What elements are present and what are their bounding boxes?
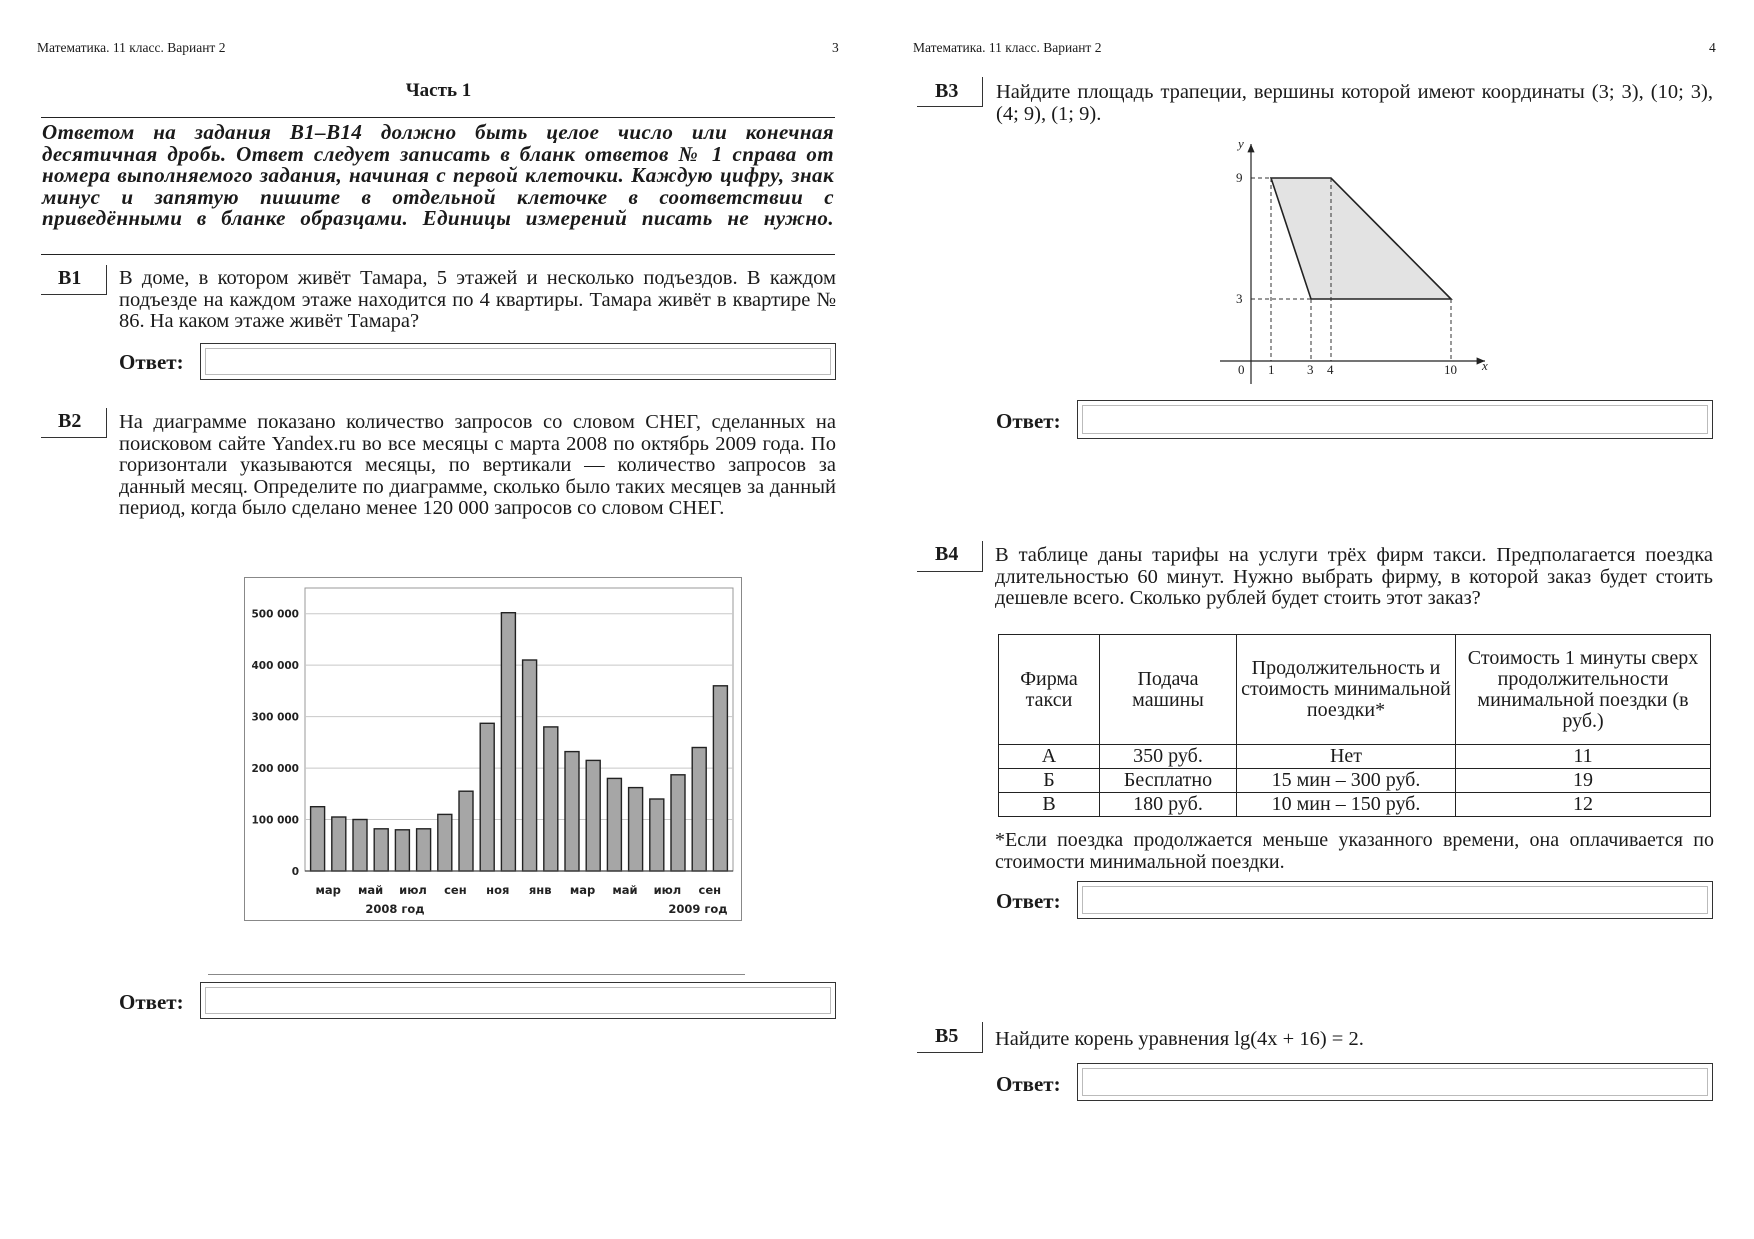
- answer-label-b3: Ответ:: [996, 409, 1061, 433]
- x-tick-label: 1: [1268, 362, 1275, 377]
- x-tick-label: сен: [444, 883, 467, 897]
- task-text-b4: В таблице даны тарифы на услуги трёх фирм такси. Предполагается поездка длительностью 60 минут. Нужно выбрать фирму, в которой заказ будет стоить дешевле всего. Сколько рублей будет стоить этот заказ?: [995, 544, 1713, 609]
- instructions-top-rule: [41, 117, 835, 118]
- task-label-underline: [41, 437, 107, 438]
- task-label-b5: B5: [935, 1025, 959, 1047]
- table-header-cell: Стоимость 1 минуты сверх продолжительности минимальной поездки (в руб.): [1456, 635, 1711, 745]
- answer-label-b1: Ответ:: [119, 350, 184, 374]
- y-tick-label: 3: [1236, 291, 1243, 306]
- y-tick-label: 0: [291, 866, 299, 878]
- answer-label-b5: Ответ:: [996, 1072, 1061, 1096]
- bar: [629, 788, 643, 871]
- task-text-b3: Найдите площадь трапеции, вершины которой имеют координаты (3; 3), (10; 3), (4; 9), (1; 9).: [996, 81, 1713, 125]
- part-title: Часть 1: [405, 80, 472, 101]
- bar: [459, 791, 473, 871]
- bar: [480, 723, 494, 871]
- plot-area: [305, 588, 733, 871]
- table-row: [999, 769, 1711, 793]
- origin-label: 0: [1238, 362, 1245, 377]
- answer-label-b4: Ответ:: [996, 889, 1061, 913]
- table-cell: 10 мин – 150 руб.: [1237, 793, 1456, 817]
- taxi-tariffs-table: [998, 634, 1711, 817]
- table-header-row: [999, 635, 1711, 745]
- table-cell: 350 руб.: [1100, 745, 1237, 769]
- bar: [353, 820, 367, 872]
- x-tick-label: май: [357, 883, 384, 897]
- table-cell: В: [999, 793, 1100, 817]
- bar: [692, 748, 706, 872]
- bar: [332, 817, 346, 871]
- instructions-bottom-rule: [41, 254, 835, 255]
- task-label-divider: [106, 408, 107, 437]
- table-cell: 12: [1456, 793, 1711, 817]
- bar: [607, 778, 621, 871]
- x-tick-label: 10: [1444, 362, 1457, 377]
- x-tick-label: 4: [1327, 362, 1334, 377]
- bar: [650, 799, 664, 871]
- bar: [395, 830, 409, 871]
- task-label-b3: B3: [935, 80, 959, 102]
- bar: [671, 775, 685, 871]
- task-text-b5: Найдите корень уравнения lg(4x + 16) = 2.: [995, 1028, 1364, 1050]
- task-label-underline: [41, 294, 107, 295]
- x-axis-label: x: [1482, 358, 1488, 373]
- bar: [713, 686, 727, 871]
- running-head: Математика. 11 класс. Вариант 2: [37, 40, 226, 55]
- y-tick-label: 500 000: [251, 608, 299, 621]
- bar: [586, 760, 600, 871]
- x-tick-label: май: [612, 883, 638, 897]
- y-tick-label: 100 000: [251, 814, 299, 827]
- y-tick-label: 300 000: [251, 711, 299, 724]
- task-label-divider: [982, 77, 983, 106]
- year-label: 2008 год: [365, 902, 425, 916]
- bar: [438, 814, 452, 871]
- table-cell: 180 руб.: [1100, 793, 1237, 817]
- table-cell: 11: [1456, 745, 1711, 769]
- bar-chart: [244, 577, 742, 921]
- trapezoid-shape: [1271, 178, 1451, 299]
- y-tick-label: 200 000: [251, 763, 299, 776]
- x-tick-label: ноя: [486, 883, 510, 897]
- table-cell: 19: [1456, 769, 1711, 793]
- answer-box-b2[interactable]: [200, 982, 836, 1019]
- table-cell: А: [999, 745, 1100, 769]
- page-number: 3: [832, 40, 839, 55]
- table-header-cell: Фирма такси: [999, 635, 1100, 745]
- x-tick-label: июл: [653, 883, 682, 897]
- table-cell: Б: [999, 769, 1100, 793]
- y-tick-label: 400 000: [251, 660, 299, 673]
- x-tick-label: янв: [528, 883, 552, 897]
- x-tick-label: июл: [399, 883, 427, 897]
- y-tick-label: 9: [1236, 170, 1243, 185]
- task-label-b1: B1: [58, 267, 82, 289]
- table-row: [999, 745, 1711, 769]
- bar: [417, 829, 431, 871]
- task-label-b4: B4: [935, 543, 959, 565]
- task-label-divider: [106, 265, 107, 294]
- bar-chart-svg: [245, 578, 740, 919]
- task-label-b2: B2: [58, 410, 82, 432]
- bar: [565, 752, 579, 871]
- year-label: 2009 год: [668, 902, 728, 916]
- x-tick-label: 3: [1307, 362, 1314, 377]
- bar: [374, 829, 388, 871]
- answer-box-b1[interactable]: [200, 343, 836, 380]
- task-text-b2: На диаграмме показано количество запросов со словом СНЕГ, сделанных на поисковом сайте Yandex.ru во все месяцы с марта 2008 по октябрь 2009 года. По горизонтали указываются месяцы, по вертикали — количество запросов за данный месяц. Определите по диаграмме, сколько было таких месяцев за данный период, когда было сделано менее 120 000 запросов со словом СНЕГ.: [119, 411, 836, 519]
- bar: [523, 660, 537, 871]
- x-tick-label: мар: [569, 883, 596, 897]
- table-row: [999, 793, 1711, 817]
- task-label-underline: [917, 106, 983, 107]
- answer-label-b2: Ответ:: [119, 990, 184, 1014]
- x-tick-label: сен: [698, 883, 722, 897]
- x-tick-label: мар: [315, 883, 341, 897]
- trapezoid-graph: [1200, 134, 1500, 384]
- bar: [311, 807, 325, 871]
- bar: [501, 613, 515, 871]
- task-text-b1: В доме, в котором живёт Тамара, 5 этажей и несколько подъездов. В каждом подъезде на каждом этаже находится по 4 квартиры. Тамара живёт в квартире № 86. На каком этаже живёт Тамара?: [119, 267, 836, 332]
- table-cell: Нет: [1237, 745, 1456, 769]
- table-header-cell: Подача машины: [1100, 635, 1237, 745]
- instructions: Ответом на задания В1–В14 должно быть целое число или конечная десятичная дробь. Ответ следует записать в бланк ответов № 1 справа от номера выполняемого задания, начиная с первой клеточки. Каждую цифру, знак минус и запятую пишите в отдельной клеточке в соответствии с приведёнными в бланке образцами. Единицы измерений писать не нужно.: [42, 120, 834, 230]
- table-cell: Бесплатно: [1100, 769, 1237, 793]
- table-cell: 15 мин – 300 руб.: [1237, 769, 1456, 793]
- separator-line: [208, 974, 745, 975]
- page-number: 4: [1709, 40, 1716, 55]
- table-header-cell: Продолжительность и стоимость минимальной поездки*: [1237, 635, 1456, 745]
- running-head: Математика. 11 класс. Вариант 2: [913, 40, 1102, 55]
- y-axis-label: y: [1238, 136, 1244, 151]
- table-footnote: *Если поездка продолжается меньше указанного времени, она оплачивается по стоимости минимальной поездки.: [995, 829, 1714, 873]
- bar: [544, 727, 558, 871]
